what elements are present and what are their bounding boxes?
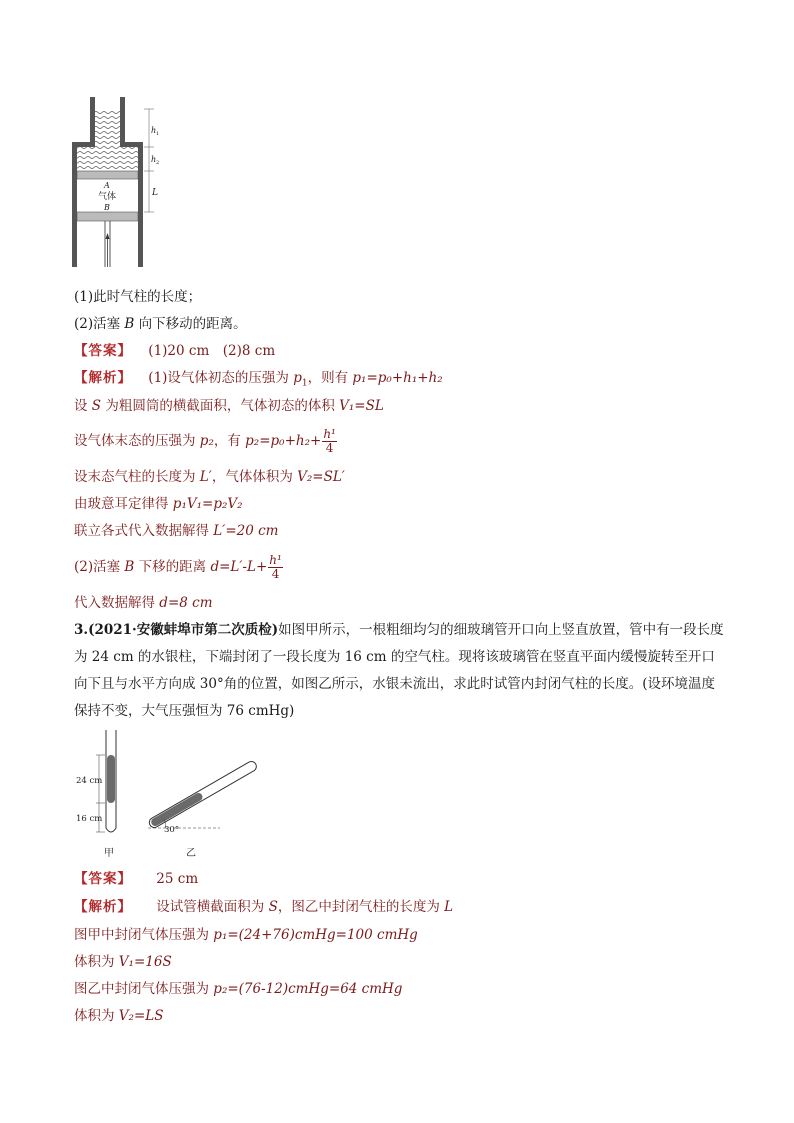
glass-tube-figure bbox=[70, 728, 260, 868]
label-16cm: 16 cm bbox=[76, 814, 103, 824]
label-angle: 30° bbox=[164, 825, 180, 835]
answer-tag: 【答案】 bbox=[74, 871, 132, 887]
question-item-2: (2)活塞 B 向下移动的距离。 bbox=[74, 316, 247, 332]
caption-yi: 乙 bbox=[186, 848, 196, 859]
analysis-1-line-1: 【解析】 (1)设气体初态的压强为 $p_1$，则有 p₁=p₀+h₁+h₂ bbox=[74, 370, 443, 389]
analysis-3-line-1: 【解析】 设试管横截面积为 S，图乙中封闭气柱的长度为 L bbox=[74, 899, 454, 915]
answer-3-text: 25 cm bbox=[156, 871, 199, 887]
label-h1: h bbox=[151, 126, 157, 135]
question-source: (2021·安徽蚌埠市第二次质检) bbox=[88, 622, 279, 638]
question-body: 如图甲所示，一根粗细均匀的细玻璃管开口向上竖直放置，管中有一段长度为 24 cm 的水银柱，下端封闭了一段长度为 16 cm 的空气柱。现将该玻璃管在竖直平面内缓慢旋转至开口向下且与水平方向成 30°角的位置，如图乙所示，水银未流出，求此时试管内封闭气柱的长度。(设环境温度保持不变，大气压强恒为 76 cmHg) bbox=[74, 622, 724, 719]
analysis-1-line-8: 代入数据解得 d=8 cm bbox=[74, 595, 213, 611]
analysis-tag: 【解析】 bbox=[74, 370, 132, 386]
analysis-1-line-7: (2)活塞 B 下移的距离 d=L′-L+ $\frac{\text{h¹}}{4}$ bbox=[74, 553, 282, 581]
caption-jia: 甲 bbox=[104, 848, 114, 859]
analysis-1-line-3: 设气体末态的压强为 p₂，有 p₂=p₀+h₂+ $\frac{\text{h¹}}{4}$ bbox=[74, 427, 336, 455]
label-L: L bbox=[152, 188, 158, 198]
analysis-3-line-4: 图乙中封闭气体压强为 p₂=(76-12)cmHg=64 cmHg bbox=[74, 981, 403, 997]
analysis-1-line-6: 联立各式代入数据解得 L′=20 cm bbox=[74, 523, 279, 539]
question-item-1: (1)此时气柱的长度； bbox=[74, 289, 202, 305]
answer-3 bbox=[74, 869, 198, 889]
analysis-1-line-5: 由玻意耳定律得 p₁V₁=p₂V₂ bbox=[74, 496, 243, 512]
label-24cm: 24 cm bbox=[76, 776, 103, 786]
label-h2-sub: 2 bbox=[156, 160, 160, 166]
fraction: $\frac{\text{h¹}}{4}$ bbox=[323, 427, 336, 455]
answer-tag: 【答案】 bbox=[74, 343, 132, 359]
question-number: 3. bbox=[74, 622, 89, 638]
analysis-1-line-2: 设 S 为粗圆筒的横截面积，气体初态的体积 V₁=SL bbox=[74, 398, 384, 414]
analysis-1-line-4: 设末态气柱的长度为 L′，气体体积为 V₂=SL′ bbox=[74, 469, 345, 485]
label-B: B bbox=[104, 203, 110, 212]
piston-apparatus-figure bbox=[70, 95, 180, 270]
fraction: $\frac{\text{h¹}}{4}$ bbox=[269, 553, 282, 581]
analysis-3-line-3: 体积为 V₁=16S bbox=[74, 954, 172, 970]
question-3 bbox=[74, 617, 724, 725]
analysis-3-line-5: 体积为 V₂=LS bbox=[74, 1008, 164, 1024]
label-A: A bbox=[104, 181, 110, 190]
answer-1-text: (1)20 cm (2)8 cm bbox=[148, 343, 276, 359]
analysis-3-line-2: 图甲中封闭气体压强为 p₁=(24+76)cmHg=100 cmHg bbox=[74, 927, 418, 943]
answer-1 bbox=[74, 341, 275, 361]
label-h2: h bbox=[151, 155, 157, 164]
label-gas: 气体 bbox=[98, 192, 117, 202]
analysis-tag: 【解析】 bbox=[74, 899, 132, 915]
label-h1-sub: 1 bbox=[156, 131, 160, 137]
